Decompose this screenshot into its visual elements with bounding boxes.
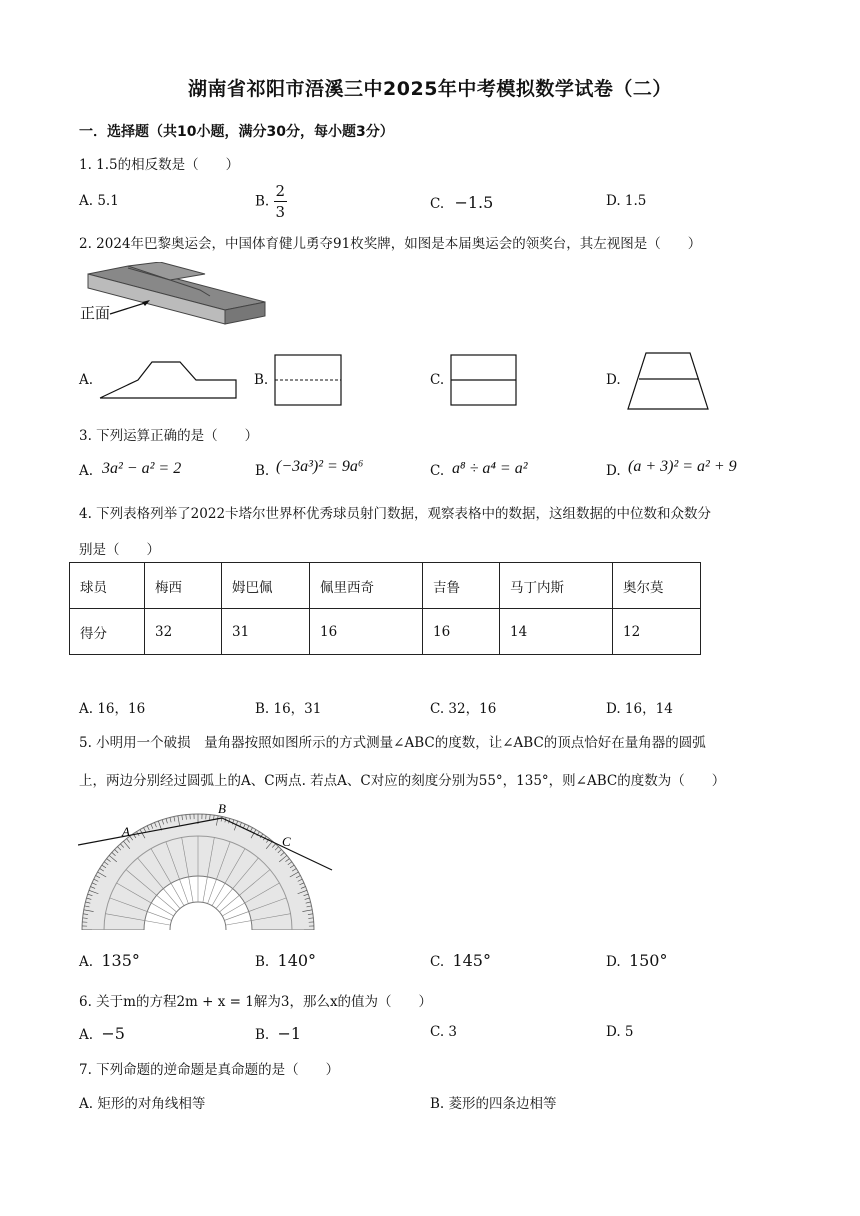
q2-option-b-figure <box>274 354 344 408</box>
q1-option-b-fraction <box>274 181 288 222</box>
table-cell: 14 <box>500 609 613 655</box>
q7-option-b: B. 菱形的四条边相等 <box>430 1096 557 1112</box>
q2-option-c: C. <box>430 372 445 388</box>
table-cell: 球员 <box>70 563 145 609</box>
table-cell: 马丁内斯 <box>500 563 613 609</box>
table-cell: 奥尔莫 <box>613 563 701 609</box>
table-row <box>70 563 701 609</box>
q5-stem-line2: 上，两边分别经过圆弧上的A、C两点. 若点A、C对应的刻度分别为55°，135°，则∠ABC的度数为（ ） <box>79 773 726 789</box>
q1-b-numerator: 2 <box>275 182 286 200</box>
q2-option-a-figure <box>98 358 240 400</box>
section-heading: 一．选择题（共10小题，满分30分，每小题3分） <box>79 124 394 140</box>
q1-option-c <box>430 193 493 212</box>
q1-option-c-value: −1.5 <box>454 193 494 212</box>
table-cell: 31 <box>222 609 310 655</box>
score-table <box>69 562 701 655</box>
point-c-label: C <box>282 834 291 849</box>
table-row <box>70 609 701 655</box>
q5-option-d-value: 150° <box>628 951 668 970</box>
q5-option-a <box>79 951 140 970</box>
page-title: 湖南省祁阳市浯溪三中2025年中考模拟数学试卷（二） <box>188 78 672 100</box>
q3-a-expression: 3a² − a² = 2 <box>102 460 182 477</box>
q1-option-b <box>255 181 287 222</box>
q3-option-b: B. <box>255 463 270 479</box>
q4-option-c: C. 32，16 <box>430 701 497 717</box>
q5-option-a-value: 135° <box>101 951 140 970</box>
q1-stem: 1. 1.5的相反数是（ ） <box>79 157 240 173</box>
q2-option-d-figure <box>626 351 712 411</box>
q2-option-c-figure <box>450 354 520 408</box>
table-cell: 16 <box>310 609 423 655</box>
q3-d-expression: (a + 3)² = a² + 9 <box>628 458 737 475</box>
q2-option-a: A. <box>79 372 94 388</box>
q2-option-d: D. <box>606 372 621 388</box>
q7-stem: 7. 下列命题的逆命题是真命题的是（ ） <box>79 1062 340 1078</box>
point-a-label: A <box>122 824 130 839</box>
q6-option-a-value: −5 <box>101 1024 125 1043</box>
q6-stem: 6. 关于m的方程2m + x = 1解为3，那么x的值为（ ） <box>79 994 433 1010</box>
q5-option-d-prefix: D. <box>606 954 621 970</box>
q5-option-c-prefix: C. <box>430 954 445 970</box>
q3-option-a: A. <box>79 463 94 479</box>
point-b-label: B <box>218 801 226 816</box>
q5-option-b-prefix: B. <box>255 954 270 970</box>
q6-option-b-prefix: B. <box>255 1027 270 1043</box>
q1-option-c-prefix: C. <box>430 196 445 212</box>
q5-option-b <box>255 951 316 970</box>
q5-option-a-prefix: A. <box>79 954 94 970</box>
q1-option-b-prefix: B. <box>255 193 270 210</box>
q2-option-b: B. <box>254 372 269 388</box>
protractor-figure <box>78 800 340 934</box>
q4-option-a: A. 16，16 <box>79 701 146 717</box>
q5-option-c-value: 145° <box>452 951 491 970</box>
q3-option-c: C. <box>430 463 445 479</box>
table-cell: 16 <box>423 609 500 655</box>
q1-option-a: A. 5.1 <box>79 193 119 209</box>
q6-option-a <box>79 1024 125 1043</box>
q1-b-denominator: 3 <box>275 203 286 221</box>
q1-option-d: D. 1.5 <box>606 193 647 209</box>
q4-stem-line1: 4. 下列表格列举了2022卡塔尔世界杯优秀球员射门数据，观察表格中的数据，这组数据的中位数和众数分 <box>79 506 712 522</box>
q6-option-a-prefix: A. <box>79 1027 94 1043</box>
front-label: 正面 <box>80 304 111 322</box>
table-cell: 吉鲁 <box>423 563 500 609</box>
q4-stem-line2: 别是（ ） <box>79 542 160 558</box>
q3-b-expression: (−3a³)² = 9a⁶ <box>276 458 364 475</box>
q3-stem: 3. 下列运算正确的是（ ） <box>79 428 259 444</box>
table-cell: 12 <box>613 609 701 655</box>
q4-option-d: D. 16，14 <box>606 701 673 717</box>
q6-option-d: D. 5 <box>606 1024 634 1040</box>
q5-stem-line1: 5. 小明用一个破损 量角器按照如图所示的方式测量∠ABC的度数，让∠ABC的顶点恰好在量角器的圆弧 <box>79 735 706 751</box>
q6-option-b-value: −1 <box>277 1024 302 1043</box>
q7-option-a: A. 矩形的对角线相等 <box>79 1096 206 1112</box>
q5-option-c <box>430 951 491 970</box>
table-cell: 姆巴佩 <box>222 563 310 609</box>
q6-option-c: C. 3 <box>430 1024 458 1040</box>
q5-option-b-value: 140° <box>277 951 317 970</box>
table-cell: 梅西 <box>145 563 222 609</box>
q6-option-b <box>255 1024 301 1043</box>
q3-c-expression: a⁸ ÷ a⁴ = a² <box>452 460 528 477</box>
table-cell: 得分 <box>70 609 145 655</box>
q4-option-b: B. 16，31 <box>255 701 322 717</box>
q2-stem: 2. 2024年巴黎奥运会，中国体育健儿勇夺91枚奖牌，如图是本届奥运会的领奖台，其左视图是（ ） <box>79 236 702 252</box>
q3-option-d: D. <box>606 463 621 479</box>
q5-option-d <box>606 951 667 970</box>
table-cell: 32 <box>145 609 222 655</box>
table-cell: 佩里西奇 <box>310 563 423 609</box>
